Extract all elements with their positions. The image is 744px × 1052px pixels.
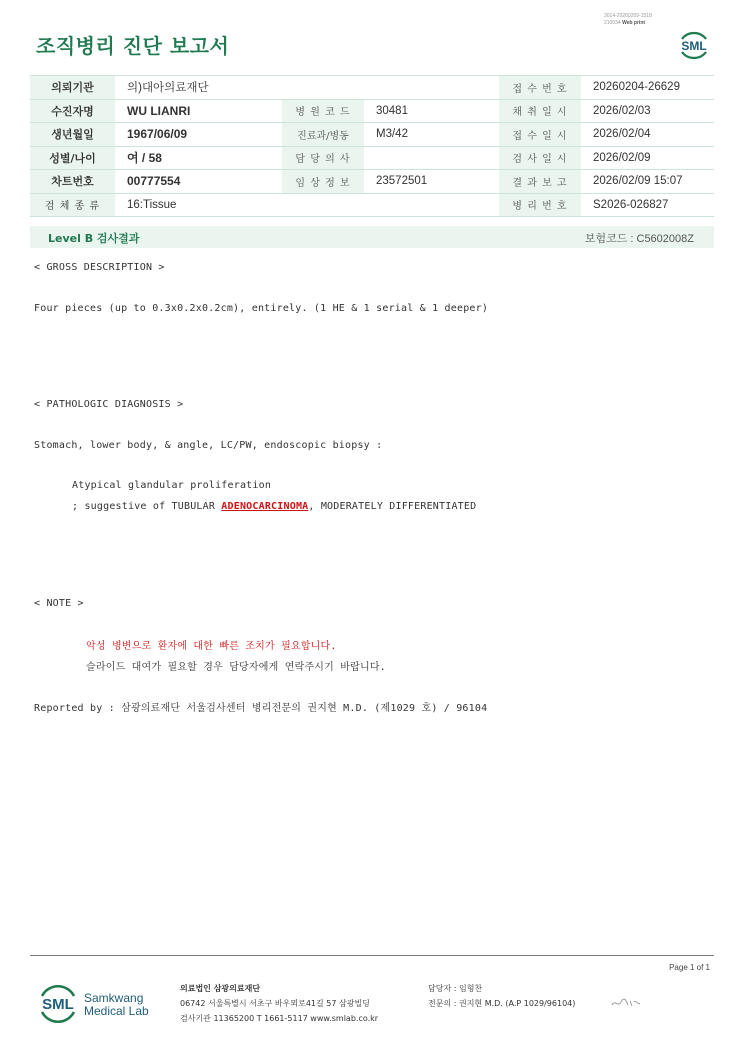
patient-info-table: [30, 75, 714, 217]
diagnosis-site: Stomach, lower body, & angle, LC/PW, endoscopic biopsy :: [34, 440, 383, 451]
hospital-code-value: 30481: [364, 99, 499, 123]
result-report-value: 2026/02/09 15:07: [581, 170, 714, 194]
insurance-code: 보험코드 : C5602008Z: [584, 233, 694, 245]
info-row: [30, 146, 714, 170]
note-line2: 슬라이드 대여가 필요할 경우 담당자에게 연락주시기 바랍니다.: [86, 662, 386, 673]
clinical-label: 임 상 정 보: [282, 170, 364, 194]
page-title: 조직병리 진단 보고서: [36, 34, 230, 58]
reception-no-label: 접 수 번 호: [499, 76, 581, 100]
sml-logo-icon: [676, 27, 712, 63]
specimen-label: 검 체 종 류: [30, 193, 115, 217]
org-address: 06742 서울특별시 서초구 바우뫼로41길 57 삼광빌딩: [180, 999, 370, 1008]
diagnosis-heading: < PATHOLOGIC DIAGNOSIS >: [34, 399, 184, 410]
sex-age-value: 여 / 58: [115, 146, 282, 170]
footer-organization: [180, 981, 378, 1026]
signature-image: [610, 996, 642, 1010]
exam-date-label: 검 사 일 시: [499, 146, 581, 170]
info-row: [30, 193, 714, 217]
footer-logo-line2: Medical Lab: [84, 1004, 149, 1018]
logo-text: SML: [681, 39, 707, 53]
exam-date-value: 2026/02/09: [581, 146, 714, 170]
reported-by: Reported by : 삼광의료재단 서울검사센터 병리전문의 권지현 M.D. (제1029 호) / 96104: [34, 703, 488, 714]
birth-label: 생년월일: [30, 123, 115, 147]
pathology-no-value: S2026-026827: [581, 193, 714, 217]
patient-label: 수진자명: [30, 99, 115, 123]
org-name: 의료법인 삼광의료재단: [180, 984, 261, 993]
doctor-label: 담 당 의 사: [282, 146, 364, 170]
staff-manager: 담당자 : 임형찬: [428, 984, 483, 993]
result-bar-title: Level B 검사결과: [48, 232, 140, 245]
footer-divider: [30, 955, 714, 956]
diagnosis-line2-suffix: , MODERATELY DIFFERENTIATED: [308, 501, 477, 512]
clinical-value: 23572501: [364, 170, 499, 194]
institution-value: 의)대아의료재단: [115, 76, 499, 100]
result-report-label: 결 과 보 고: [499, 170, 581, 194]
doctor-value: [364, 146, 499, 170]
gross-text: Four pieces (up to 0.3x0.2x0.2cm), entirely. (1 HE & 1 serial & 1 deeper): [34, 303, 489, 314]
birth-value: 1967/06/09: [115, 123, 282, 147]
sml-logo-icon: [36, 981, 80, 1025]
footer-staff: [428, 981, 575, 1011]
info-row: [30, 170, 714, 194]
note-line1: 악성 병변으로 환자에 대한 빠른 조치가 필요합니다.: [86, 641, 337, 652]
print-code-line2: 210034: [604, 20, 621, 26]
note-heading: < NOTE >: [34, 598, 84, 609]
pathology-no-label: 병 리 번 호: [499, 193, 581, 217]
diagnosis-line2: [72, 501, 476, 512]
info-row: [30, 123, 714, 147]
print-code-line1: 3014-20260209-1518: [604, 13, 652, 19]
diagnosis-line2-prefix: ; suggestive of TUBULAR: [72, 501, 222, 512]
reception-no-value: 20260204-26629: [581, 76, 714, 100]
patient-value: WU LIANRI: [115, 99, 282, 123]
dept-value: M3/42: [364, 123, 499, 147]
footer-logo-line1: Samkwang: [84, 991, 144, 1005]
print-code: [604, 13, 652, 27]
institution-label: 의뢰기관: [30, 76, 115, 100]
sex-age-label: 성별/나이: [30, 146, 115, 170]
specimen-value: 16:Tissue: [115, 193, 499, 217]
info-row: [30, 76, 714, 100]
gross-heading: < GROSS DESCRIPTION >: [34, 262, 165, 273]
collection-date-label: 채 취 일 시: [499, 99, 581, 123]
page-number: Page 1 of 1: [669, 963, 710, 972]
diagnosis-highlight: ADENOCARCINOMA: [221, 501, 309, 512]
staff-specialist: 전문의 : 권지현 M.D. (A.P 1029/96104): [428, 999, 576, 1008]
result-bar: [30, 226, 714, 248]
info-row: [30, 99, 714, 123]
dept-label: 진료과/병동: [282, 123, 364, 147]
collection-date-value: 2026/02/03: [581, 99, 714, 123]
footer-logo-text: SML: [42, 996, 74, 1013]
diagnosis-line1: Atypical glandular proliferation: [72, 480, 272, 491]
org-contact: 검사기관 11365200 T 1661-5117 www.smlab.co.kr: [180, 1014, 379, 1023]
reception-date-label: 접 수 일 시: [499, 123, 581, 147]
hospital-code-label: 병 원 코 드: [282, 99, 364, 123]
print-mode: Web print: [622, 20, 646, 26]
chart-value: 00777554: [115, 170, 282, 194]
chart-label: 차트번호: [30, 170, 115, 194]
reception-date-value: 2026/02/04: [581, 123, 714, 147]
